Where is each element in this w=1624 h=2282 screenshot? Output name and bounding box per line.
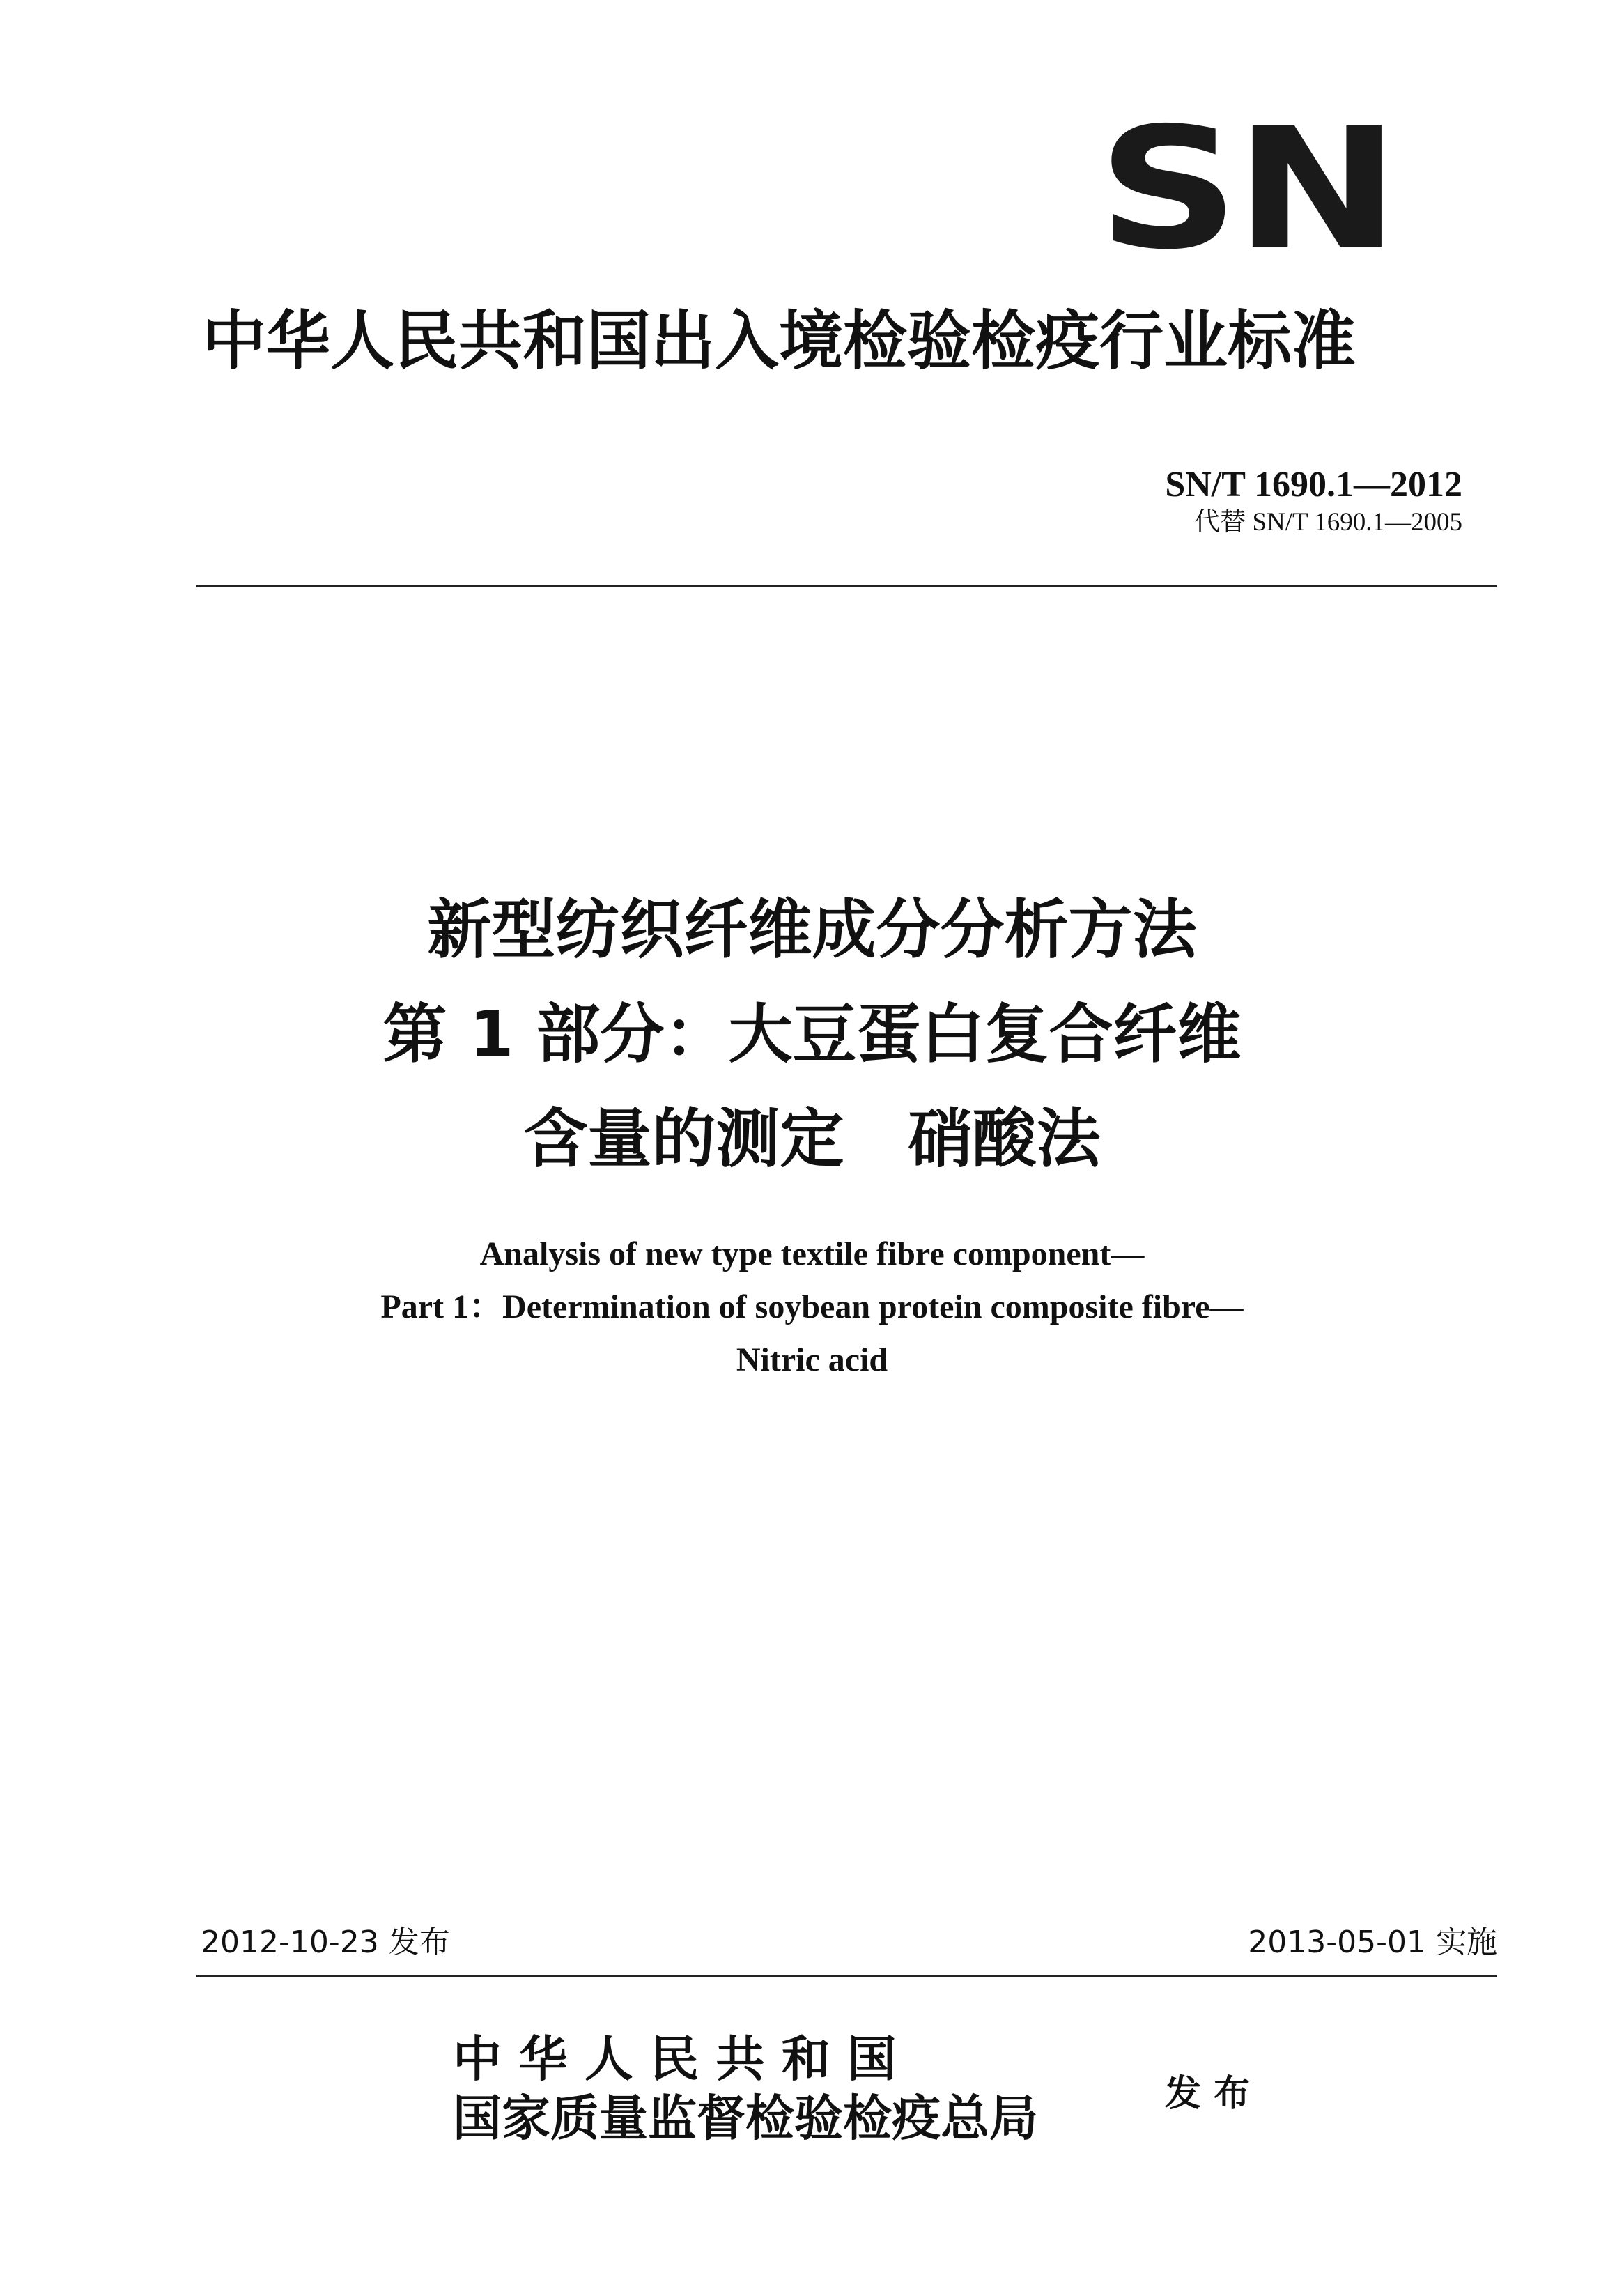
industry-standard-title: 中华人民共和国出入境检验检疫行业标准 <box>202 304 1356 378</box>
publisher-line-1: 中 华 人 民 共 和 国 <box>453 2030 897 2088</box>
publish-label: 发布 <box>1165 2072 1263 2115</box>
title-en-line-3: Nitric acid <box>736 1341 888 1378</box>
title-cn-line-1: 新型纺织纤维成分分析方法 <box>427 893 1197 967</box>
issue-date: 2012-10-23 发布 <box>201 1925 450 1960</box>
publisher-line-2: 国家质量监督检验检疫总局 <box>453 2089 1038 2147</box>
sn-logo: SN <box>1097 91 1395 286</box>
header-divider <box>196 585 1497 587</box>
title-cn-line-3: 含量的测定 硝酸法 <box>523 1102 1101 1176</box>
title-en-line-2: Part 1：Determination of soybean protein composite fibre— <box>380 1288 1244 1325</box>
implementation-date: 2013-05-01 实施 <box>1248 1925 1497 1960</box>
standard-number: SN/T 1690.1—2012 <box>1165 465 1462 504</box>
title-cn-line-2: 第 1 部分：大豆蛋白复合纤维 <box>382 997 1242 1072</box>
title-en-line-1: Analysis of new type textile fibre component— <box>479 1235 1145 1272</box>
footer-divider <box>196 1975 1497 1977</box>
replaces-standard: 代替 SN/T 1690.1—2005 <box>1194 508 1462 537</box>
